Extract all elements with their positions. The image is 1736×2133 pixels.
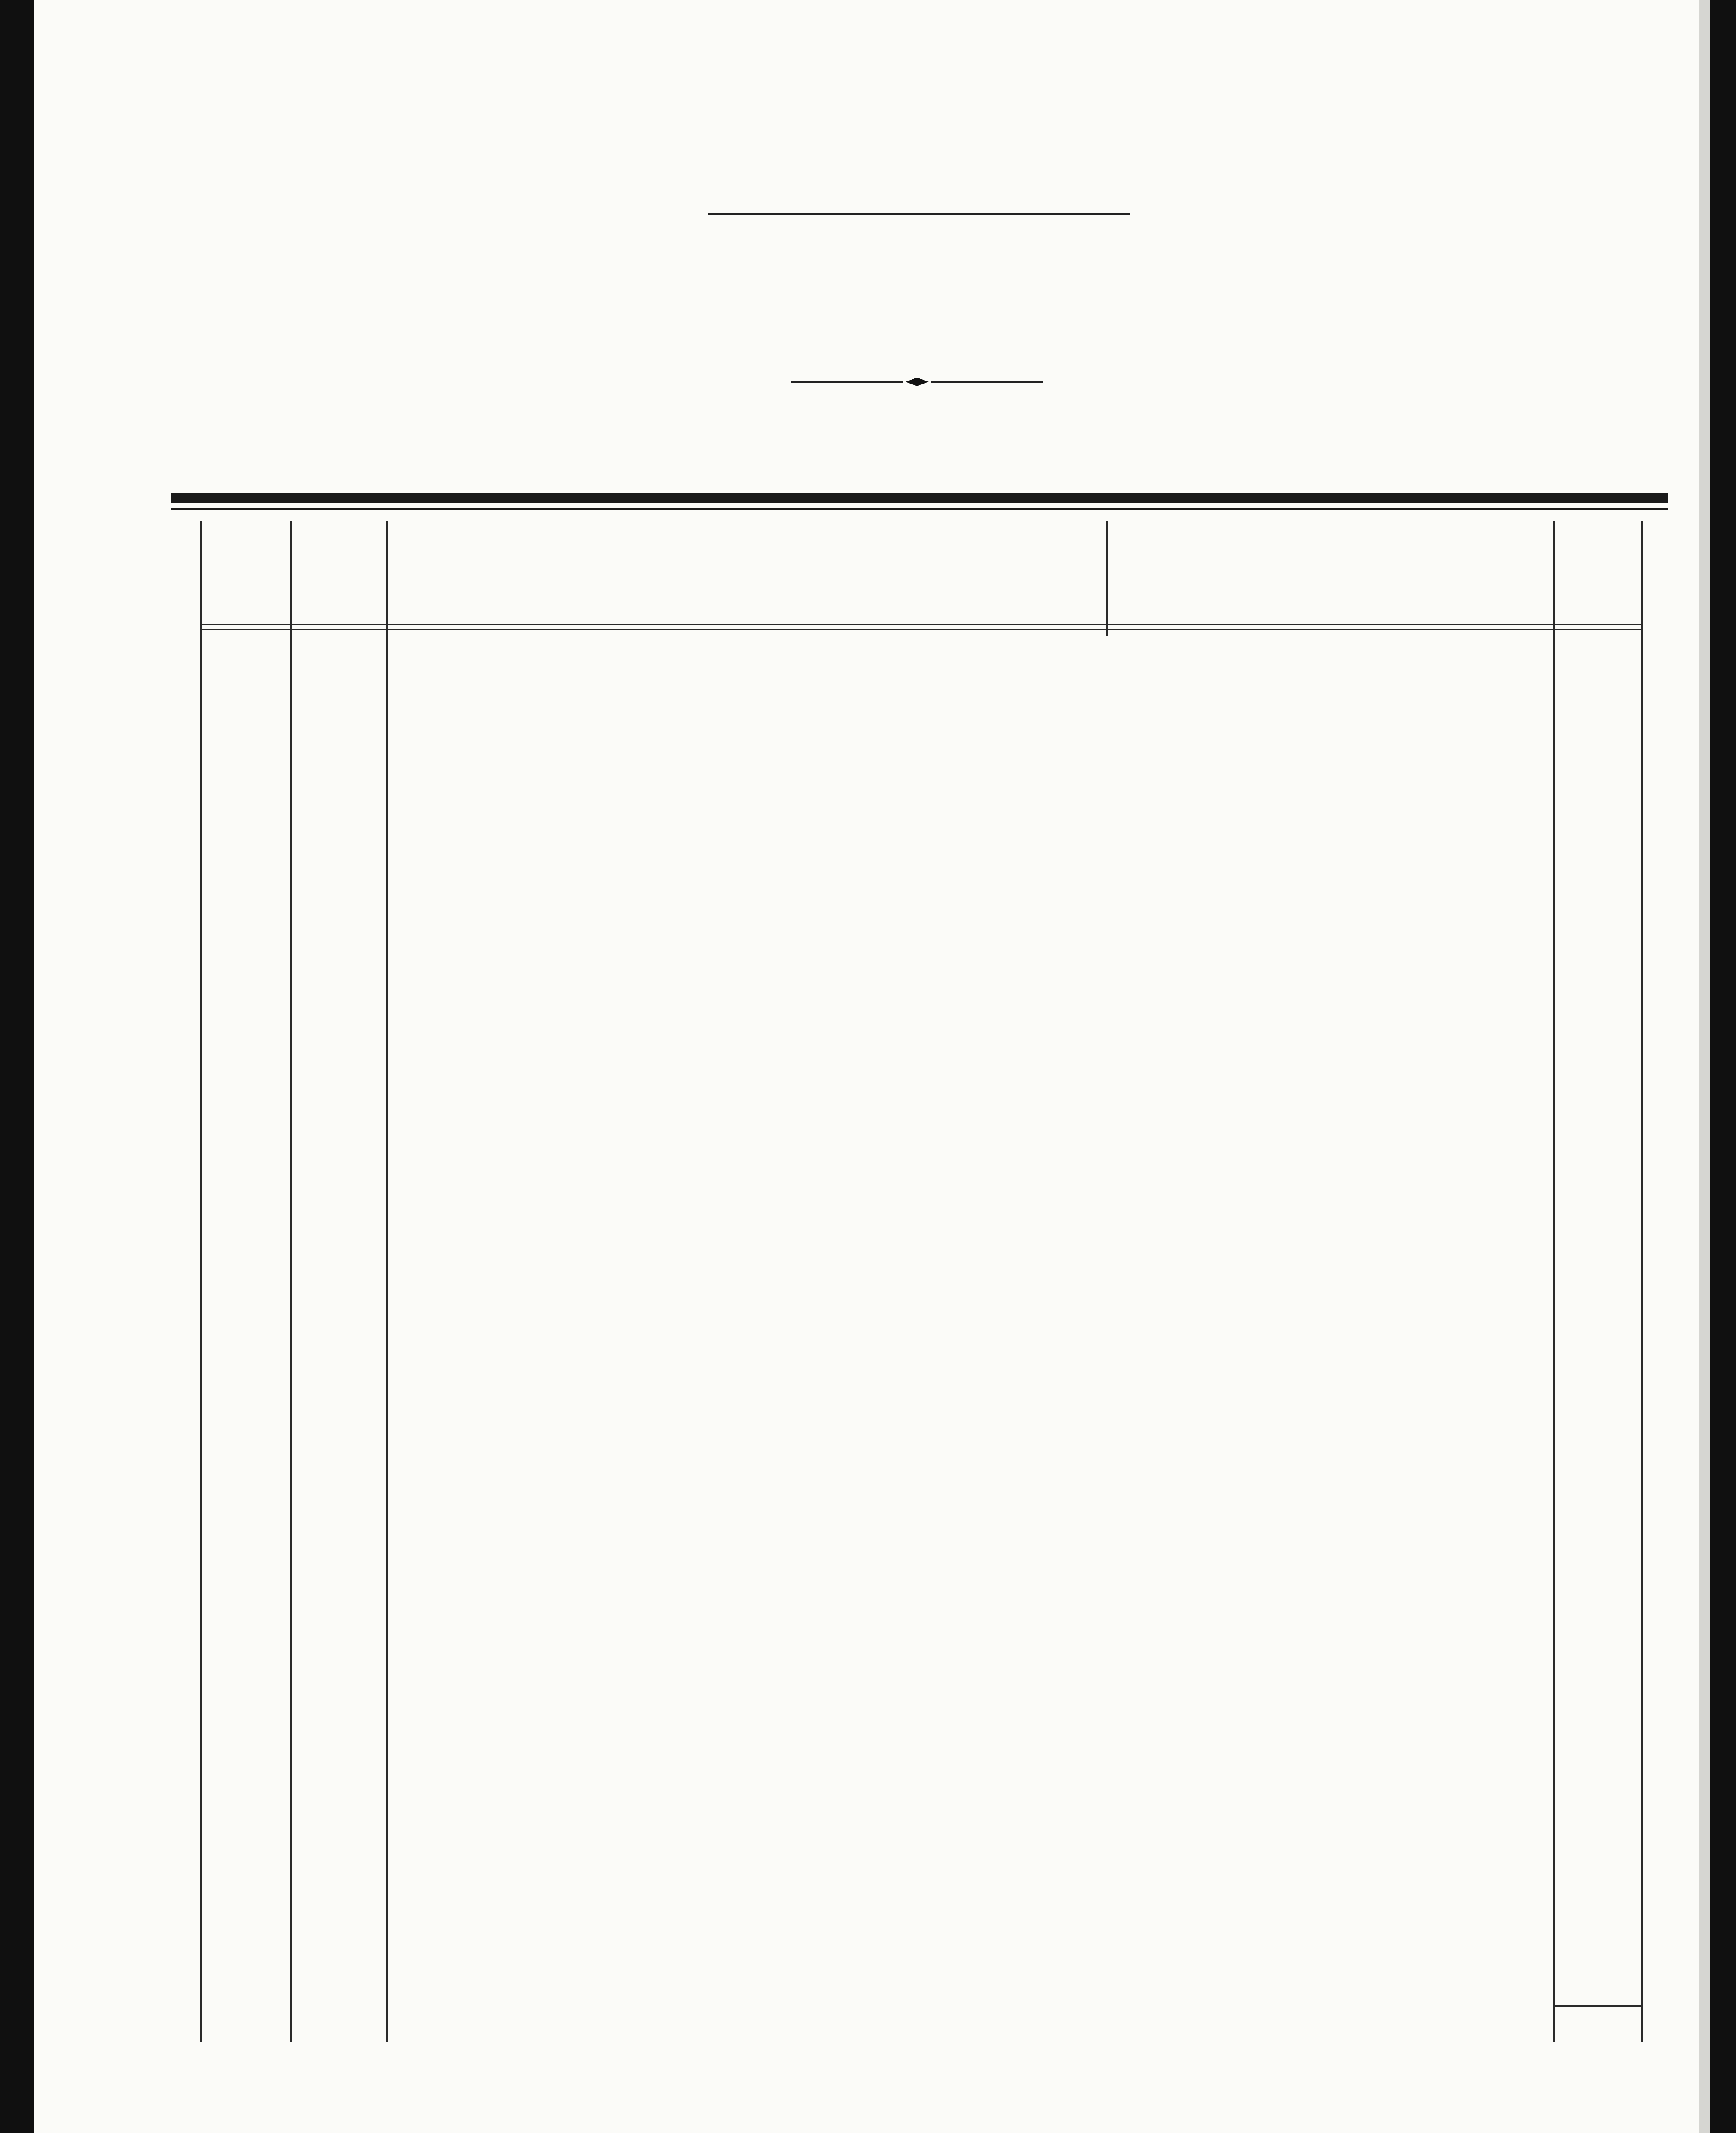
header-rule-thin <box>171 508 1668 510</box>
column-divider-number <box>290 521 292 2042</box>
table-border-right <box>1641 521 1643 2042</box>
table-border-left <box>200 521 202 2042</box>
column-divider-name <box>1106 521 1108 636</box>
column-divider-wohnung <box>1553 521 1555 2042</box>
header-bottom-rule <box>200 624 1642 625</box>
scan-edge-right <box>1710 0 1736 2133</box>
column-divider-arrival <box>386 521 388 2042</box>
title-ornament <box>791 378 1043 386</box>
scan-edge-right-shadow <box>1699 0 1710 2133</box>
scan-edge-left <box>0 0 34 2133</box>
header-rule-thick <box>171 493 1668 503</box>
issue-rule <box>708 213 1130 215</box>
header-bottom-rule-2 <box>200 629 1642 630</box>
end-total-rule <box>1553 2005 1642 2007</box>
